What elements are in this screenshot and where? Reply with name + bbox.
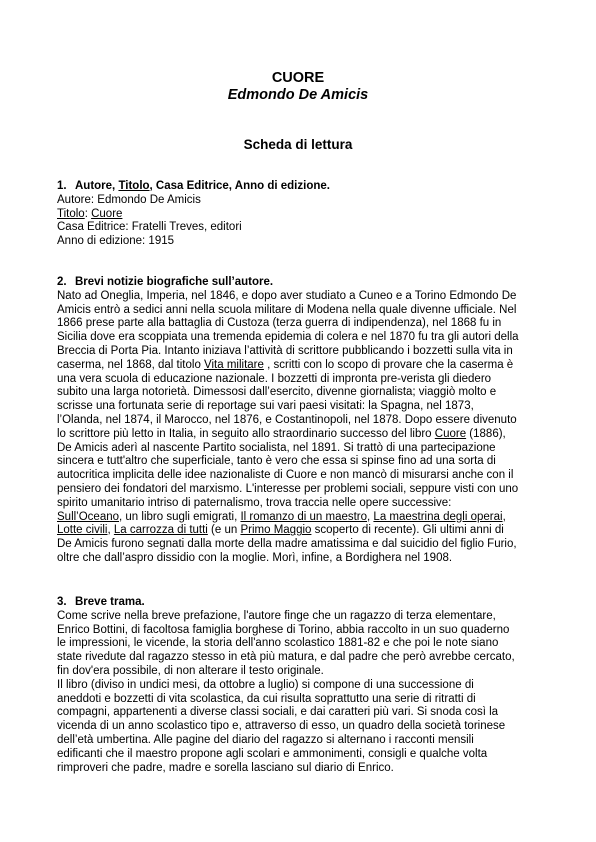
work-primo-maggio: Primo Maggio [240,524,312,537]
field-anno: Anno di edizione: 1915 [57,235,175,248]
text-line: dell’età umbertina. Alle pagine del diario del ragazzo si alternano i racconti mensili [57,733,474,746]
section-number: 3. [57,596,67,608]
text-line: fin dov'era possibile, di non alterare il testo originale. [57,664,324,677]
work-lotte-civili: Lotte civili [57,524,108,537]
field-autore: Autore: Edmondo De Amicis [57,193,201,206]
text-span: lo scrittore più letto in Italia, in seguito allo straordinario successo del libro [57,427,435,440]
work-sull-oceano: Sull’Oceano [57,510,120,523]
work-vita-militare: Vita militare [204,358,264,371]
section-author-title [57,180,547,249]
text-line: Il libro (diviso in undici mesi, da ottobre a luglio) si compone di una successione di [57,678,474,691]
book-title: CUORE [271,70,325,86]
title-block [0,70,596,104]
text-line: edificanti che il maestro propone agli scolari e ammonimenti, consigli e qualche volta [57,747,488,760]
titolo-sep: : [84,207,92,220]
text-line: sincera e tutt'altro che superficiale, tanto è vero che essa si spinse fino ad una sorta di [57,455,496,468]
text-line: spirito umanitario intriso di paternalismo, trova traccia nelle opere successive: [57,496,452,509]
text-line: scrisse una fortunata serie di reportage sui vari paesi visitati: la Spagna, nel 1873, [57,400,474,413]
text-line: Breccia di Porta Pia. Intanto iniziava l’attività di scrittore pubblicando i bozzetti sulla vita in [57,344,513,357]
work-cuore: Cuore [434,427,467,440]
text-line: Amicis entrò a sedici anni nella scuola militare di Modena nella quale divenne ufficiale. Nel [57,303,517,316]
section-number: 2. [57,276,67,288]
field-casa-editrice: Casa Editrice: Fratelli Treves, editori [57,221,242,234]
section-heading [57,596,547,610]
text-line: subito una larga notorietà. Dimessosi dall’esercito, divenne giornalista; viaggiò molto e [57,386,497,399]
text-line [57,511,547,525]
text-span: (1886), [466,427,506,440]
work-maestrina-operai: La maestrina degli operai [373,510,503,523]
titolo-value: Cuore [91,207,123,220]
text-span: scoperto di recente). Gli ultimi anni di [311,524,504,537]
text-line: le impressioni, le vicende, la storia dell'anno scolastico 1881-82 e che poi le note siano [57,637,499,650]
text-line: autocritica implicita delle idee nazionaliste di Cuore e non mancò di misurarsi anche con il [57,469,514,482]
text-line: compagni, appartenenti a diverse classi sociali, e dai caratteri più vari. Si snoda così la [57,706,499,719]
text-line [57,428,547,442]
text-span: , scritti con lo scopo di provare che la caserma è [263,358,514,371]
text-line [57,359,547,373]
text-span: (e un [207,524,241,537]
text-span: , un libro sugli emigrati, [119,510,241,523]
section-number: 1. [57,180,67,192]
text-line: una vera scuola di educazione nazionale. I bozzetti di impronta pre-verista gli diedero [57,372,492,385]
text-line: state rivedute dal ragazzo stesso in età più matura, e dal padre che però avrebbe cercato, [57,651,515,664]
heading-text: Breve trama. [75,596,145,608]
book-author: Edmondo De Amicis [227,87,369,103]
heading-text: Brevi notizie biografiche sull’autore. [75,276,274,288]
text-line: rimproveri che padre, madre e sorella lasciano sul diario di Enrico. [57,761,394,774]
text-line: pensiero dei fondatori del marxismo. L'interesse per problemi sociali, seppure visti con uno [57,482,519,495]
text-line: Nato ad Oneglia, Imperia, nel 1846, e dopo aver studiato a Cuneo e a Torino Edmondo De [57,289,517,302]
text-line: Enrico Bottini, di facoltosa famiglia borghese di Torino, abbia raccolto in un suo quaderno [57,623,510,636]
work-carrozza-tutti: La carrozza di tutti [113,524,208,537]
section-heading [57,180,547,194]
section-heading [57,276,547,290]
text-span: , [502,510,506,523]
text-line: De Amicis aderì al nascente Partito socialista, nel 1891. Si trattò di una partecipazione [57,441,496,454]
text-line: aneddoti e bozzetti di vita scolastica, da cui risulta soprattutto una serie di ritratti di [57,692,476,705]
text-line: oltre che dall’aspro dissidio con la moglie. Morì, infine, a Bordighera nel 1908. [57,551,453,564]
titolo-label: Titolo [57,207,85,220]
heading-title-word: Titolo [118,180,150,192]
text-line: vicenda di un anno scolastico tipo e, attraverso di esso, un quadro della società torinese [57,720,506,733]
text-span: , [367,510,374,523]
work-romanzo-maestro: Il romanzo di un maestro [240,510,368,523]
text-span: , [107,524,114,537]
text-span: caserma, nel 1868, dal titolo [57,358,205,371]
text-line: 1866 prese parte alla battaglia di Custoza (terza guerra di indipendenza), nel 1868 fu in [57,317,502,330]
text-line: Come scrive nella breve prefazione, l'autore finge che un ragazzo di terza elementare, [57,609,496,622]
text-line: De Amicis furono segnati dalla morte della madre amatissima e dal suicidio del figlio Furio, [57,538,517,551]
field-titolo [57,208,547,222]
heading-text: , Casa Editrice, Anno di edizione. [149,180,330,192]
section-biography [57,276,547,566]
text-line [57,524,547,538]
heading-text: Autore, [75,180,119,192]
text-line: Sicilia dove era scoppiata una tremenda epidemia di colera e nel 1870 fu tra gli autori della [57,331,519,344]
text-line: l’Olanda, nel 1874, il Marocco, nel 1876, e Costantinopoli, nel 1878. Dopo essere divenuto [57,413,517,426]
section-plot [57,596,547,775]
document-subtitle: Scheda di lettura [243,137,353,152]
